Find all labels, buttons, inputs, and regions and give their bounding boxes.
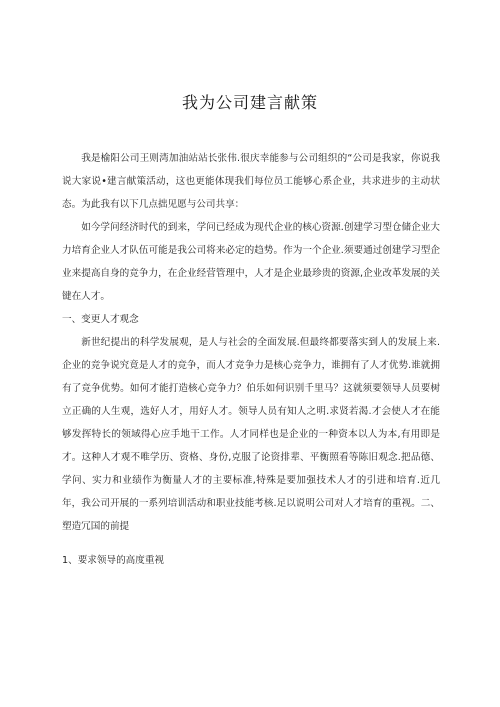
sub-heading-leadership: 1、要求领导的高度重视: [62, 555, 165, 566]
document-title: 我为公司建言献策: [181, 93, 318, 112]
document-body: [62, 147, 440, 572]
knowledge-economy-paragraph: 如今学问经济时代的到来，学问已经成为现代企业的核心资源.创建学习型仓储企业大力培育企业人才队伍可能是我公司将来必定的趋势。作为一个企业.须要通过创建学习型企业来提高自身的竞争力，在企业经营管理中，人才是企业最珍贵的资源,企业改革发展的关键在人才。: [62, 222, 440, 302]
talent-concept-paragraph: 新世纪提出的科学发展观，是人与社会的全面发展.但最终都要落实到人的发展上来.企业的竞争说究竟是人才的竞争，而人才竞争力是核心竞争力，谁拥有了人才优势.谁就拥有了竞争优势。如何才能打造核心竞争力？伯乐如何识别千里马？这就须要领导人员要树立正确的人生观，选好人才，用好人才。领导人员有知人之明.求贤若渴.才会使人才在能够发挥特长的领域得心应手地干工作。人才同样也是企业的一种资本以人为本,有用即是才。这种人才观不唯学历、资格、身份,克服了论资排辈、平衡照看等陈旧观念.把品德、学问、实力和业绩作为衡量人才的主要标准,特殊是要加强技术人才的引进和培育.近几年，我公司开展的一系列培训活动和职业技能考核.足以说明公司对人才培育的重视。二、塑造冗国的前提: [62, 337, 440, 532]
section-heading-talent-concept: 一、变更人才观念: [62, 314, 139, 325]
intro-paragraph: 我是榆阳公司王则湾加油站站长张伟.很庆幸能参与公司组织的“公司是我家，你说我说大家说•建言献策活动，这也更能体现我们每位员工能够心系企业，共求进步的主动状态。为此我有以下几点拙见愿与公司共享：: [62, 153, 440, 210]
